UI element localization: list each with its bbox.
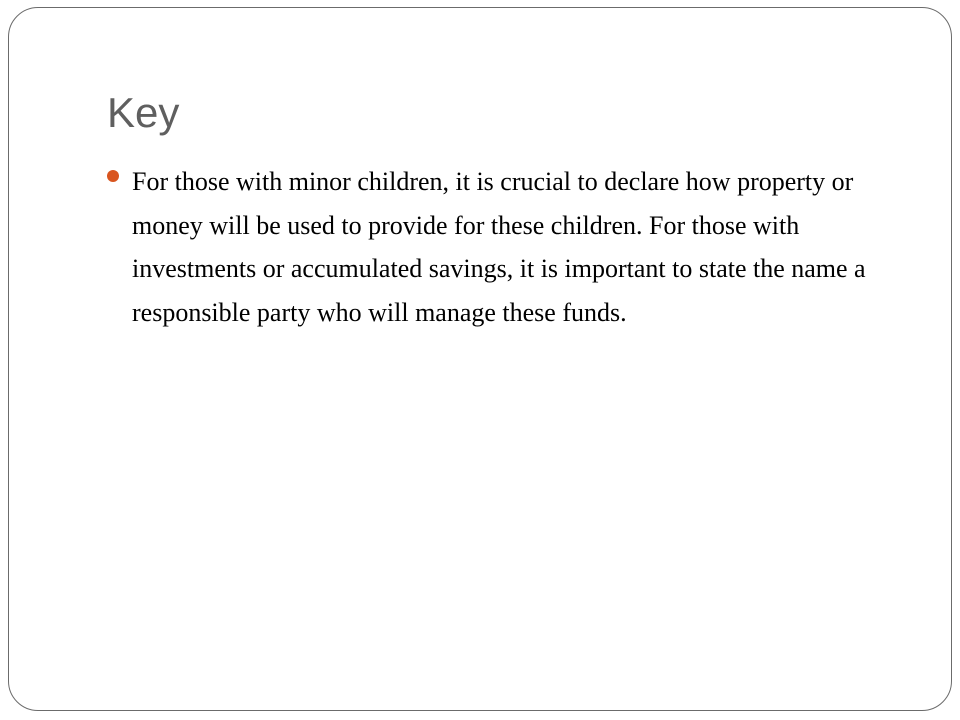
bullet-text: For those with minor children, it is crucial to declare how property or money will be used to provide for these children. For those with investments or accumulated savings, it is important to state the name a responsible party who will manage these funds. xyxy=(132,167,866,327)
bullet-dot-icon xyxy=(107,170,119,182)
bullet-item xyxy=(107,160,907,334)
bullet-list xyxy=(107,160,907,334)
slide-title: Key xyxy=(107,89,180,136)
